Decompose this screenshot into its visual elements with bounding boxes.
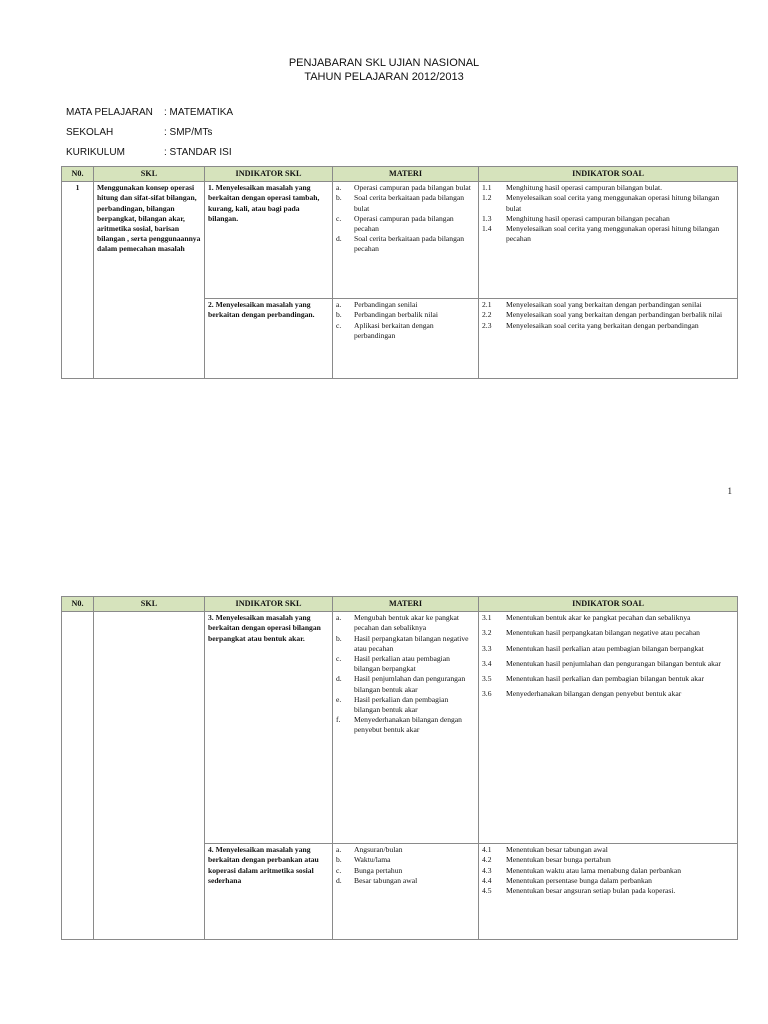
meta-row-school [66,127,212,139]
materi-list-4 [333,844,479,940]
list-text: Mengubah bentuk akar ke pangkat pecahan dan sebaliknya [354,613,460,633]
materi-list-1 [333,182,479,299]
list-item [482,845,734,855]
list-text: Menyederhanakan bilangan dengan penyebut bentuk akar [506,689,682,699]
list-text: Menghitung hasil operasi campuran bilangan pecahan [506,213,670,223]
list-key: b. [336,633,342,643]
list-item [336,845,475,855]
indikator-soal-list-4 [479,844,738,940]
list-text: Menghitung hasil operasi campuran bilangan bulat. [506,183,663,193]
list-item [336,674,475,694]
list-text: Hasil penjumlahan dan pengurangan bilangan bentuk akar [354,674,466,694]
list-item [482,193,734,213]
indikator-skl-2: 2. Menyelesaikan masalah yang berkaitan dengan perbandingan. [205,299,333,379]
list-item [336,695,475,715]
list-key: c. [336,654,342,664]
title-year: 2012/2013 [411,71,464,83]
list-key: 3.4 [482,658,492,668]
col-header-indikator-soal: INDIKATOR SOAL [479,167,738,182]
list-item [336,866,475,876]
indikator-soal-list-1 [479,182,738,299]
list-key: 2.2 [482,310,492,320]
list-text: Angsuran/bulan [354,845,403,855]
list-text: Menyederhanakan bilangan dengan penyebut bentuk akar [354,715,462,735]
list-text: Perbandingan berbalik nilai [354,310,438,320]
table-row [62,612,738,844]
list-text: Menyelesaikan soal cerita yang menggunakan operasi hitung bilangan pecahan [506,224,720,244]
list-item [336,193,475,213]
indikator-skl-4: 4. Menyelesaikan masalah yang berkaitan dengan perbankan atau koperasi dalam aritmetika sosial sederhana [205,844,333,940]
table-header-row [62,597,738,612]
list-text: Menyelesaikan soal yang berkaitan dengan perbandingan senilai [506,300,702,310]
list-item [482,876,734,886]
list-key: b. [336,855,342,865]
list-text: Menentukan besar bunga pertahun [506,855,611,865]
col-header-indikator-soal: INDIKATOR SOAL [479,597,738,612]
list-text: Menentukan waktu atau lama menabung dalan perbankan [506,865,682,875]
meta-row-curriculum [66,147,232,159]
list-item [482,628,734,638]
list-text: Operasi campuran pada bilangan pecahan [354,213,454,234]
list-key: c. [336,865,342,875]
materi-list-2 [333,299,479,379]
list-key: 3.3 [482,643,492,653]
list-key: 4.5 [482,886,492,896]
list-key: a. [336,613,342,623]
list-item [482,659,734,669]
list-item [482,689,734,699]
list-text: Soal cerita berkaitaan pada bilangan bulat [354,193,465,213]
list-item [336,654,475,674]
indikator-skl-3: 3. Menyelesaikan masalah yang berkaitan dengan operasi bilangan berpangkat atau bentuk akar. [205,612,333,844]
list-key: 4.4 [482,875,492,885]
list-key: b. [336,310,342,320]
meta-value: : STANDAR ISI [164,147,232,158]
skl-text: Menggunakan konsep operasi hitung dan sifat-sifat bilangan, perbandingan, bilangan berpangkat, bilangan akar, aritmetika sosial, barisan bilangan , serta penggunaannya dalam pemecahan masalah [94,182,205,379]
indikator-soal-list-3 [479,612,738,844]
list-item [482,321,734,331]
indikator-soal-list-2 [479,299,738,379]
list-key: 3.2 [482,628,492,638]
list-text: Menentukan persentase bunga dalam perbankan [506,875,652,885]
list-text: Menentukan hasil penjumlahan dan pengurangan bilangan bentuk akar [506,658,721,668]
list-text: Menentukan hasil perkalian dan pembagian bilangan bentuk akar [506,674,705,684]
list-text: Perbandingan senilai [354,300,418,310]
list-item [482,644,734,654]
list-text: Waktu/lama [354,855,391,865]
meta-value: : MATEMATIKA [164,107,234,118]
list-key: a. [336,845,342,855]
list-text: Menentukan bentuk akar ke pangkat pecahan dan sebaliknya [506,613,691,623]
list-item [336,613,475,633]
col-header-no: N0. [62,597,94,612]
page-number: 1 [727,486,732,496]
list-key: d. [336,674,342,684]
col-header-indikator-skl: INDIKATOR SKL [205,167,333,182]
table-row [62,182,738,299]
row-number: 1 [62,182,94,379]
title-year-prefix: TAHUN PELAJARAN [304,71,412,83]
list-key: d. [336,234,342,244]
list-text: Soal cerita berkaitaan pada bilangan pecahan [354,234,465,254]
list-item [482,310,734,320]
col-header-materi: MATERI [333,597,479,612]
list-key: 2.3 [482,320,492,330]
list-text: Menyelesaikan soal cerita yang berkaitan dengan perbandingan [506,320,699,330]
list-key: 2.1 [482,300,492,310]
list-text: Menentukan besar angsuran setiap bulan pada koperasi. [506,886,676,896]
list-key: 4.3 [482,865,492,875]
list-text: Hasil perpangkatan bilangan negative atau pecahan [354,633,469,653]
list-key: 4.2 [482,855,492,865]
col-header-indikator-skl: INDIKATOR SKL [205,597,333,612]
list-item [336,183,475,193]
list-item [336,321,475,341]
list-item [482,214,734,224]
meta-label: KURIKULUM [66,147,125,158]
col-header-skl: SKL [94,597,205,612]
list-key: a. [336,300,342,310]
meta-value: : SMP/MTs [164,127,213,138]
list-key: e. [336,694,342,704]
list-item [482,613,734,623]
list-text: Operasi campuran pada bilangan bulat [354,183,471,193]
meta-row-subject [66,107,233,119]
list-text: Bunga pertahun [354,865,403,875]
list-item [336,876,475,886]
list-key: 4.1 [482,845,492,855]
list-item [482,300,734,310]
list-item [336,715,475,735]
list-item [336,855,475,865]
list-item [336,634,475,654]
col-header-materi: MATERI [333,167,479,182]
list-key: 3.5 [482,674,492,684]
list-text: Aplikasi berkaitan dengan perbandingan [354,320,434,340]
meta-label: SEKOLAH [66,127,114,138]
list-item [336,214,475,234]
skl-text [94,612,205,940]
col-header-skl: SKL [94,167,205,182]
materi-list-3 [333,612,479,844]
list-key: 3.1 [482,613,492,623]
list-key: 1.3 [482,213,492,223]
list-key: 1.2 [482,193,492,203]
list-item [482,866,734,876]
list-text: Menyelesaikan soal yang berkaitan dengan perbandingan berbalik nilai [506,310,723,320]
list-key: d. [336,875,342,885]
list-item [482,886,734,896]
list-text: Besar tabungan awal [354,875,418,885]
list-text: Menentukan hasil perkalian atau pembagian bilangan berpangkat [506,643,704,653]
document-title-line-2 [0,70,768,84]
list-item [482,674,734,684]
list-text: Hasil perkalian dan pembagian bilangan bentuk akar [354,694,449,715]
list-text: Hasil perkalian atau pembagian bilangan berpangkat [354,654,450,674]
list-key: a. [336,183,342,193]
list-text: Menentukan besar tabungan awal [506,845,608,855]
list-key: b. [336,193,342,203]
list-item [336,300,475,310]
skl-table-page-2 [61,596,738,940]
document-title-line-1: PENJABARAN SKL UJIAN NASIONAL [288,57,480,69]
list-key: c. [336,320,342,330]
list-key: 3.6 [482,689,492,699]
list-key: 1.4 [482,224,492,234]
list-key: f. [336,715,341,725]
list-item [482,855,734,865]
list-item [482,224,734,244]
row-number [62,612,94,940]
col-header-no: N0. [62,167,94,182]
list-key: c. [336,213,342,223]
list-text: Menyelesaikan soal cerita yang menggunakan operasi hitung bilangan bulat [506,193,720,213]
indikator-skl-1: 1. Menyelesaikan masalah yang berkaitan dengan operasi tambah, kurang, kali, atau bagi pada bilangan. [205,182,333,299]
skl-table-page-1 [61,166,738,379]
meta-label: MATA PELAJARAN [66,107,153,118]
list-item [336,310,475,320]
list-text: Menentukan hasil perpangkatan bilangan negative atau pecahan [506,628,700,638]
list-item [336,234,475,254]
list-key: 1.1 [482,183,492,193]
list-item [482,183,734,193]
table-header-row [62,167,738,182]
